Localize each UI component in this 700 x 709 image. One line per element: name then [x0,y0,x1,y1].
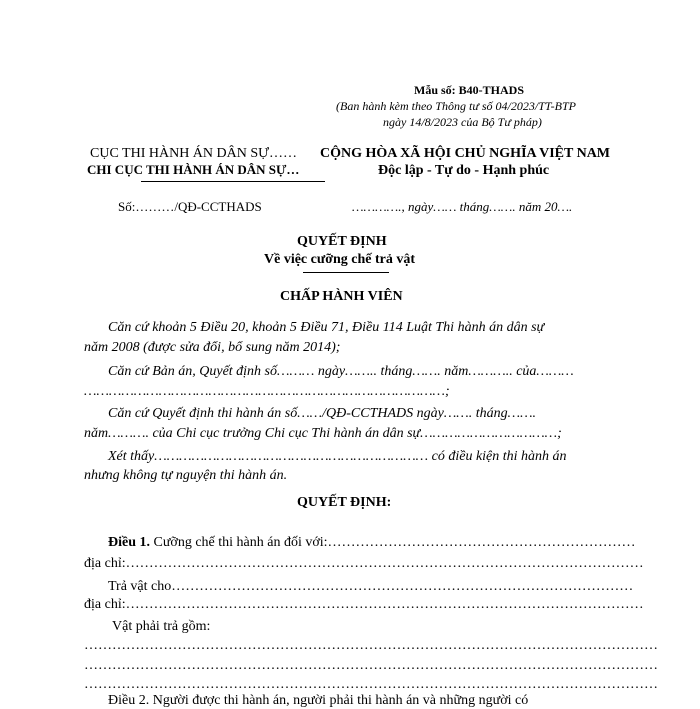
issued-note-line1: (Ban hành kèm theo Thông tư số 04/2023/TT-BTP [336,99,576,113]
agency-line1: CỤC THI HÀNH ÁN DÂN SỰ…… [90,146,297,161]
agency-underline [141,181,325,182]
document-number: Số:………/QĐ-CCTHADS [118,199,262,214]
agency-line2: CHI CỤC THI HÀNH ÁN DÂN SỰ… [87,162,300,177]
issuer-title: CHẤP HÀNH VIÊN [280,289,403,304]
obligor-address: địa chỉ:………………………………………………………………………………………………… [84,556,644,571]
recipient-address: địa chỉ:………………………………………………………………………………………………… [84,597,644,612]
basis-law-line1: Căn cứ khoản 5 Điều 20, khoản 5 Điều 71, Điều 114 Luật Thi hành án dân sự [108,320,545,335]
items-dots-1: …………………………………………………………………………………………………………… [84,638,658,653]
decision-heading: QUYẾT ĐỊNH: [297,495,392,510]
document-title: QUYẾT ĐỊNH [297,234,387,249]
article-1-text: Cưỡng chế thi hành án đối với:………………………………………………………… [150,535,636,550]
basis-law-line2: năm 2008 (được sửa đổi, bổ sung năm 2014); [84,340,341,355]
basis-judgment-line2: ……………………………………………………………………………; [84,384,450,399]
subject-underline [303,272,389,273]
article-1-label: Điều 1. [108,535,150,550]
return-to-line: Trả vật cho……………………………………………………………………………………… [108,579,634,594]
nation-name: CỘNG HÒA XÃ HỘI CHỦ NGHĨA VIỆT NAM [320,146,611,161]
article-1-line [108,535,636,551]
basis-decision-line1: Căn cứ Quyết định thi hành án số……/QĐ-CCTHADS ngày……. tháng……. [108,406,537,421]
basis-decision-line2: năm………. của Chi cục trưởng Chi cục Thi hành án dân sự……………………………; [84,426,562,441]
items-label: Vật phải trả gồm: [112,619,211,634]
nation-motto: Độc lập - Tự do - Hạnh phúc [378,163,550,178]
document-subject: Về việc cưỡng chế trả vật [264,252,416,267]
article-2-partial: Điều 2. Người được thi hành án, người phải thi hành án và những người có [108,693,529,708]
items-dots-2: …………………………………………………………………………………………………………… [84,658,658,673]
form-number: Mẫu số: B40-THADS [414,83,525,97]
place-date: …………., ngày…… tháng……. năm 20…. [352,199,573,214]
finding-line1: Xét thấy………………………………………………………… có điều kiện thi hành án [108,449,567,464]
finding-line2: nhưng không tự nguyện thi hành án. [84,468,288,483]
items-dots-3: …………………………………………………………………………………………………………… [84,677,658,692]
basis-judgment-line1: Căn cứ Bản án, Quyết định số……… ngày…….. tháng……. năm……….. của……… [108,364,574,379]
issued-note-line2: ngày 14/8/2023 của Bộ Tư pháp) [383,115,542,129]
